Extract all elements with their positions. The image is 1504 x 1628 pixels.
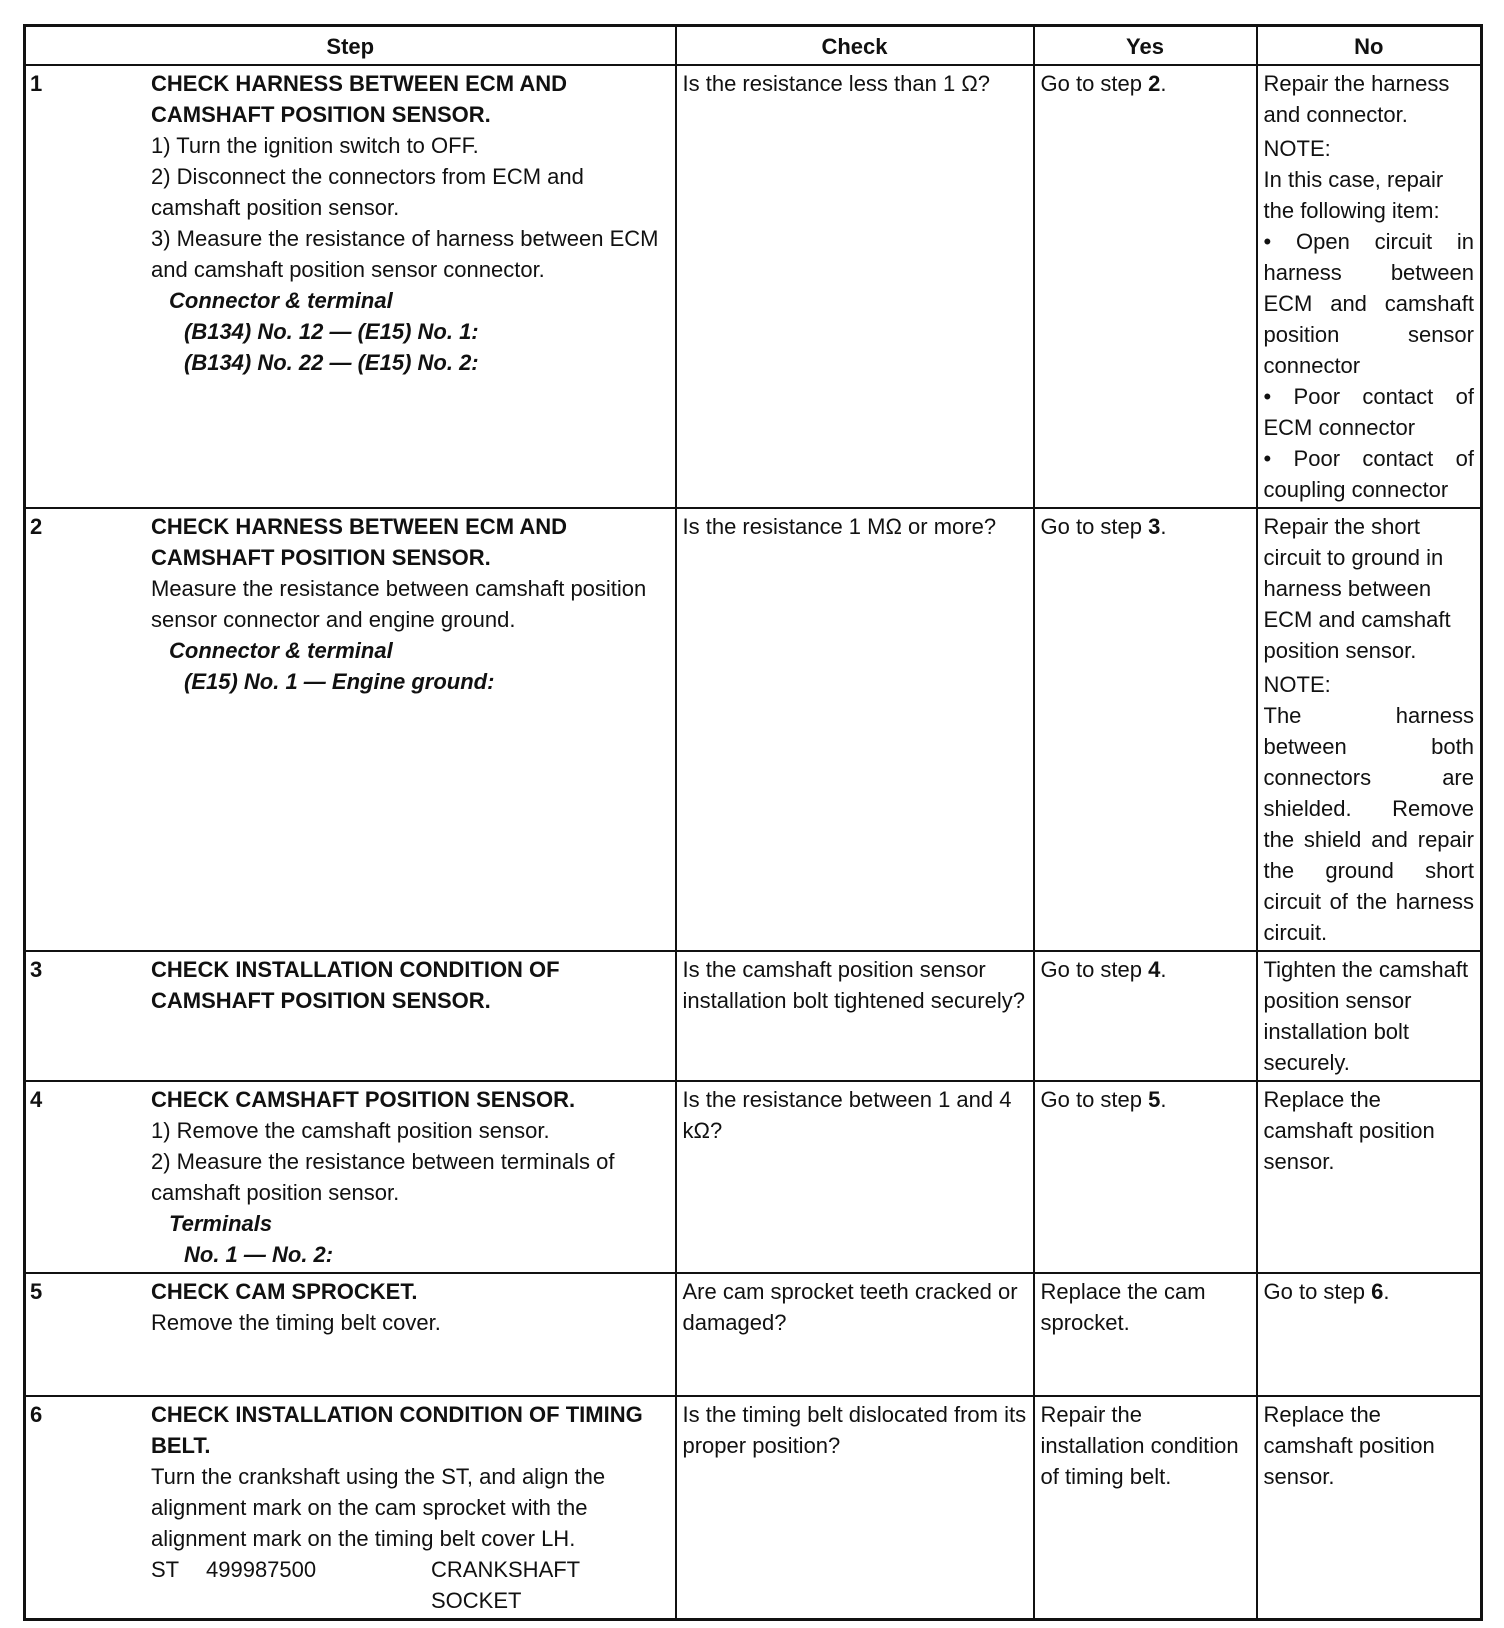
yes-cell bbox=[1034, 1273, 1257, 1396]
condition-label: Terminals bbox=[169, 1211, 273, 1236]
yes-text: Repair the installation condition of timing belt. bbox=[1040, 1402, 1239, 1489]
special-tool-number: 499987500 bbox=[206, 1557, 317, 1582]
step-number: 6 bbox=[30, 1402, 43, 1427]
check-cell bbox=[676, 951, 1034, 1081]
yes-step-number: 3 bbox=[1148, 514, 1161, 539]
yes-cell bbox=[1034, 951, 1257, 1081]
yes-suffix: . bbox=[1160, 957, 1167, 982]
check-cell bbox=[676, 1081, 1034, 1273]
yes-text: Go to step bbox=[1040, 514, 1149, 539]
step-cell bbox=[25, 65, 676, 508]
step-title: CHECK CAMSHAFT POSITION SENSOR. bbox=[151, 1087, 576, 1112]
yes-step-number: 4 bbox=[1148, 957, 1161, 982]
table-row bbox=[25, 1081, 1482, 1273]
step-title: CHECK HARNESS BETWEEN ECM AND CAMSHAFT POSITION SENSOR. bbox=[151, 514, 567, 570]
note-label: NOTE: bbox=[1263, 136, 1331, 161]
yes-cell bbox=[1034, 508, 1257, 951]
step-number: 5 bbox=[30, 1279, 43, 1304]
check-text: Is the resistance between 1 and 4 kΩ? bbox=[682, 1087, 1012, 1143]
note-label: NOTE: bbox=[1263, 672, 1331, 697]
step-title: CHECK CAM SPROCKET. bbox=[151, 1279, 418, 1304]
yes-text: Go to step bbox=[1040, 71, 1149, 96]
step-description: Measure the resistance between camshaft position sensor connector and engine ground. bbox=[151, 576, 647, 632]
yes-cell bbox=[1034, 1081, 1257, 1273]
note-text: In this case, repair the following item: bbox=[1263, 167, 1444, 223]
special-tool-name: CRANKSHAFT SOCKET bbox=[431, 1557, 580, 1613]
table-row bbox=[25, 1396, 1482, 1620]
step-description: Turn the crankshaft using the ST, and align the alignment mark on the cam sprocket with the alignment mark on the timing belt cover LH. bbox=[151, 1464, 606, 1551]
check-cell bbox=[676, 1273, 1034, 1396]
header-row bbox=[25, 26, 1482, 66]
table-row bbox=[25, 508, 1482, 951]
step-instruction: 3) Measure the resistance of harness between ECM and camshaft position sensor connector. bbox=[151, 226, 659, 282]
check-cell bbox=[676, 508, 1034, 951]
step-number: 1 bbox=[30, 71, 43, 96]
no-text: Go to step bbox=[1263, 1279, 1372, 1304]
header-step: Step bbox=[25, 26, 676, 66]
no-cell bbox=[1257, 1081, 1482, 1273]
step-number: 4 bbox=[30, 1087, 43, 1112]
check-cell bbox=[676, 65, 1034, 508]
note-text: The harness between both connectors are shielded. Remove the shield and repair the ground short circuit of the harness circuit. bbox=[1263, 703, 1474, 945]
special-tool-label: ST bbox=[151, 1557, 180, 1582]
yes-step-number: 5 bbox=[1148, 1087, 1161, 1112]
note-item: • Poor contact of coupling connector bbox=[1263, 446, 1474, 502]
yes-text: Go to step bbox=[1040, 1087, 1149, 1112]
step-number: 2 bbox=[30, 514, 43, 539]
header-check: Check bbox=[676, 26, 1034, 66]
header-yes: Yes bbox=[1034, 26, 1257, 66]
step-instruction: 1) Turn the ignition switch to OFF. bbox=[151, 133, 479, 158]
step-title: CHECK INSTALLATION CONDITION OF CAMSHAFT POSITION SENSOR. bbox=[151, 957, 560, 1013]
check-text: Is the timing belt dislocated from its proper position? bbox=[682, 1402, 1027, 1458]
table-row bbox=[25, 65, 1482, 508]
no-cell bbox=[1257, 65, 1482, 508]
no-text: Replace the camshaft position sensor. bbox=[1263, 1087, 1435, 1174]
check-text: Are cam sprocket teeth cracked or damaged? bbox=[682, 1279, 1018, 1335]
table-row bbox=[25, 951, 1482, 1081]
step-title: CHECK INSTALLATION CONDITION OF TIMING BELT. bbox=[151, 1402, 643, 1458]
step-cell bbox=[25, 508, 676, 951]
step-title: CHECK HARNESS BETWEEN ECM AND CAMSHAFT POSITION SENSOR. bbox=[151, 71, 567, 127]
no-cell bbox=[1257, 508, 1482, 951]
step-number: 3 bbox=[30, 957, 43, 982]
no-text: Replace the camshaft position sensor. bbox=[1263, 1402, 1435, 1489]
no-cell bbox=[1257, 951, 1482, 1081]
condition-value: (B134) No. 22 — (E15) No. 2: bbox=[184, 350, 479, 375]
step-cell bbox=[25, 1081, 676, 1273]
check-cell bbox=[676, 1396, 1034, 1620]
yes-cell bbox=[1034, 65, 1257, 508]
no-text: Tighten the camshaft position sensor installation bolt securely. bbox=[1263, 957, 1469, 1075]
note-item: • Poor contact of ECM connector bbox=[1263, 384, 1474, 440]
no-text: Repair the short circuit to ground in harness between ECM and camshaft position sensor. bbox=[1263, 514, 1451, 663]
condition-label: Connector & terminal bbox=[169, 638, 393, 663]
no-step-number: 6 bbox=[1371, 1279, 1384, 1304]
step-description: Remove the timing belt cover. bbox=[151, 1310, 441, 1335]
yes-cell bbox=[1034, 1396, 1257, 1620]
yes-suffix: . bbox=[1160, 514, 1167, 539]
special-tool-row bbox=[151, 1554, 669, 1616]
no-suffix: . bbox=[1383, 1279, 1390, 1304]
no-cell bbox=[1257, 1396, 1482, 1620]
step-instruction: 1) Remove the camshaft position sensor. bbox=[151, 1118, 550, 1143]
condition-value: (E15) No. 1 — Engine ground: bbox=[184, 669, 495, 694]
yes-text: Replace the cam sprocket. bbox=[1040, 1279, 1206, 1335]
check-text: Is the resistance 1 MΩ or more? bbox=[682, 514, 997, 539]
condition-label: Connector & terminal bbox=[169, 288, 393, 313]
header-no: No bbox=[1257, 26, 1482, 66]
condition-value: (B134) No. 12 — (E15) No. 1: bbox=[184, 319, 479, 344]
step-cell bbox=[25, 1273, 676, 1396]
no-text: Repair the harness and connector. bbox=[1263, 71, 1450, 127]
condition-value: No. 1 — No. 2: bbox=[184, 1242, 334, 1267]
yes-text: Go to step bbox=[1040, 957, 1149, 982]
step-cell bbox=[25, 1396, 676, 1620]
note-item: • Open circuit in harness between ECM and camshaft position sensor connector bbox=[1263, 229, 1474, 378]
check-text: Is the resistance less than 1 Ω? bbox=[682, 71, 990, 96]
table-row bbox=[25, 1273, 1482, 1396]
step-cell bbox=[25, 951, 676, 1081]
yes-step-number: 2 bbox=[1148, 71, 1161, 96]
no-cell bbox=[1257, 1273, 1482, 1396]
yes-suffix: . bbox=[1160, 1087, 1167, 1112]
step-instruction: 2) Disconnect the connectors from ECM and camshaft position sensor. bbox=[151, 164, 584, 220]
check-text: Is the camshaft position sensor installation bolt tightened securely? bbox=[682, 957, 1025, 1013]
step-instruction: 2) Measure the resistance between terminals of camshaft position sensor. bbox=[151, 1149, 615, 1205]
yes-suffix: . bbox=[1160, 71, 1167, 96]
diagnostic-table bbox=[23, 24, 1483, 1621]
